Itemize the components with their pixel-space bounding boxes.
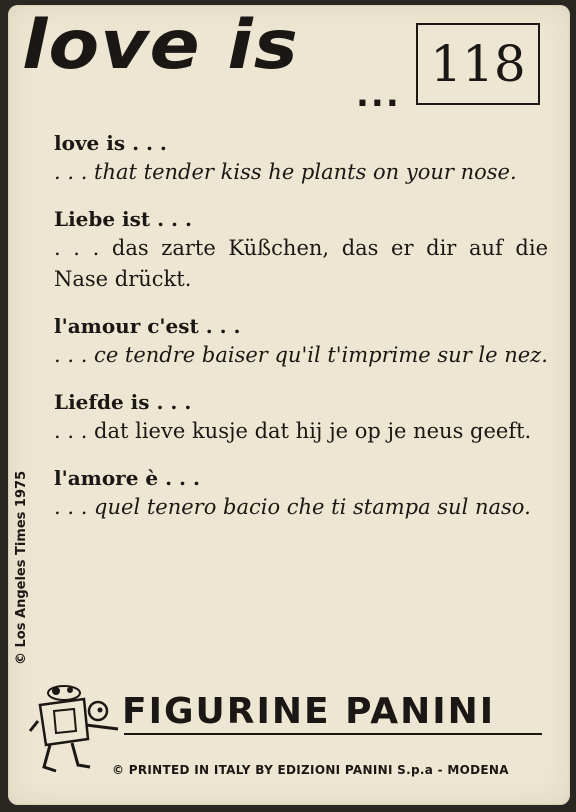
sticker-card [8,5,570,805]
printed-in-italy: © PRINTED IN ITALY BY EDIZIONI PANINI S.p.a - MODENA [112,763,509,777]
title-ellipsis: ... [356,75,401,115]
translations [54,129,548,540]
entry-heading: love is . . . [54,131,167,155]
entry-english [54,129,548,188]
entry-text: . . . das zarte Küßchen, das er dir auf die Nase drückt. [54,236,548,291]
card-number: 118 [430,35,526,93]
entry-dutch [54,388,548,447]
card-number-box [416,23,540,105]
brand-logo: FIGURINE PANINI [122,691,496,732]
entry-heading: l'amore è . . . [54,466,200,490]
side-copyright: © Los Angeles Times 1975 [14,470,29,665]
entry-text: . . . that tender kiss he plants on your nose. [54,160,517,184]
panini-mascot-icon [26,681,126,781]
footer-divider [124,733,542,735]
entry-heading: Liebe ist . . . [54,207,192,231]
entry-heading: l'amour c'est . . . [54,314,241,338]
entry-heading: Liefde is . . . [54,390,192,414]
entry-french [54,312,548,371]
entry-italian [54,464,548,523]
entry-german [54,205,548,295]
entry-text: . . . quel tenero bacio che ti stampa sul naso. [54,495,531,519]
entry-text: . . . ce tendre baiser qu'il t'imprime sur le nez. [54,343,548,367]
card-title: love is [22,5,299,85]
entry-text: . . . dat lieve kusje dat hij je op je neus geeft. [54,419,532,443]
